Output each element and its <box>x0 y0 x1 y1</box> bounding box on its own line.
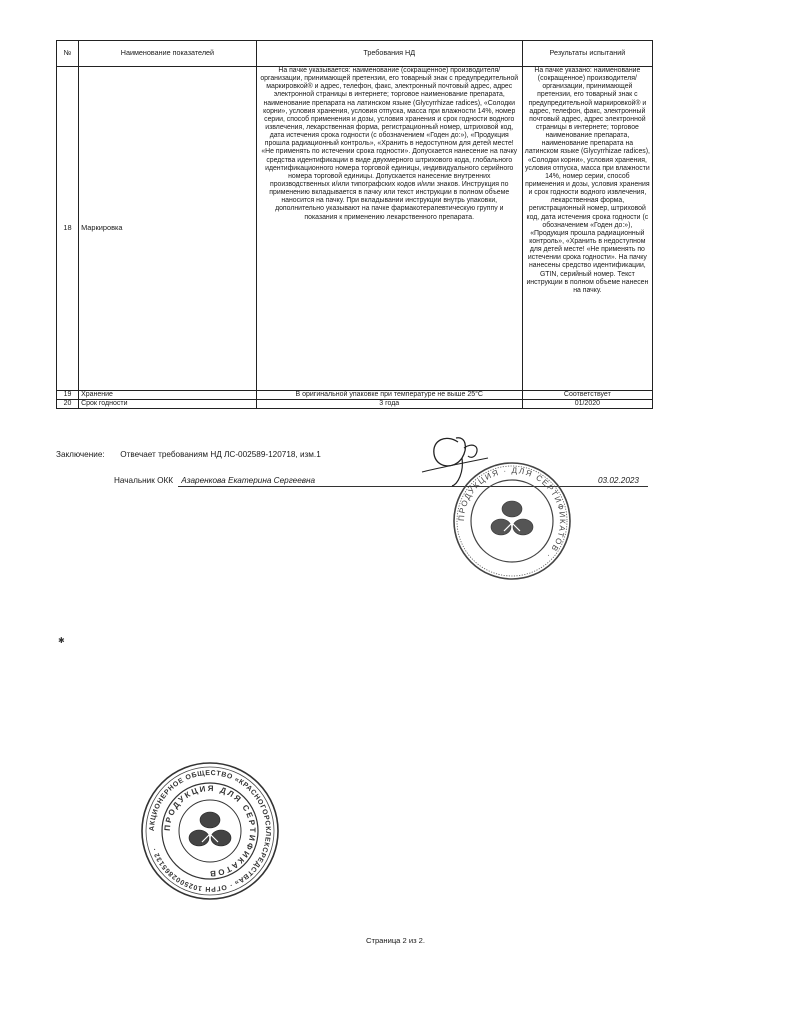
row-requirement: На пачке указывается: наименование (сокращенное) производителя/организации, принимающей претензии, его товарный знак с предупредительной маркировкой® и адрес, телефон, факс, электронный почтовый адрес, адрес электронной страницы в интернете; торговое наименование препарата, наименование препарата на латинском языке (Glycyrrhizae radices), «Солодки корни», условия хранения, условия отпуска, масса при влажности 14%, номер серии, способ применения и дозы, условия хранения и срок годности водного извлечения, лекарственная форма, регистрационный номер, штриховой код, дата истечения срока годности (с обозначением «Годен до:»), «Продукция прошла радиационный контроль», «Хранить в недоступном для детей месте! «Не применять по истечении срока годности». Допускается нанесение на пачку средства идентификации в виде двухмерного штрихового кода, глобального идентификационного номера торговой единицы, индивидуального серийного номера торговой единицы. Допускается нанесение внутренних производственных и/или типографских кодов и/или знаков. Инструкция по применению вкладывается в пачку или текст инструкции в полном объеме наносится на пачку. При вкладывании инструкции внутрь упаковки, дополнительно указывают на пачке фармакотерапевтическую группу и показания к применению лекарственного препарата. <box>256 67 522 391</box>
stamp-small-ring-text: ПРОДУКЦИЯ · ДЛЯ СЕРТИФИКАТОВ · <box>456 465 568 561</box>
row-result: На пачке указано: наименование (сокращенное) производителя/организации, принимающей претензии, его товарный знак с предупредительной маркировкой® и адрес, телефон, факс, электронный почтовый адрес, адрес электронной страницы в интернете; торговое наименование препарата, наименование препарата на латинском языке (Glycyrrhizae radices), «Солодки корни», условия хранения, условия отпуска, масса при влажности 14%, номер серии, способ применения и дозы, условия хранения и срок годности водного извлечения, лекарственная форма, регистрационный номер, штриховой код, дата истечения срока годности (с обозначением «Годен до:»), «Продукция прошла радиационный контроль», «Хранить в недоступном для детей месте! «Не применять по истечении срока годности». На пачку нанесены средство идентификации, GTIN, серийный номер. Текст инструкции в полном объеме нанесен на пачку. <box>522 67 652 391</box>
company-stamp-small <box>452 460 572 582</box>
conclusion <box>56 450 321 459</box>
table-row <box>57 67 653 391</box>
signer-line <box>114 476 315 485</box>
signature-date: 03.02.2023 <box>598 476 639 485</box>
header-results: Результаты испытаний <box>522 41 652 67</box>
signature-underline <box>178 486 648 487</box>
signer-title: Начальник ОКК <box>114 476 174 485</box>
row-name: Срок годности <box>79 400 257 409</box>
results-table <box>56 40 653 409</box>
stamp-large-inner-text: ПРОДУКЦИЯ ДЛЯ СЕРТИФИКАТОВ <box>162 783 258 879</box>
header-requirements: Требования НД <box>256 41 522 67</box>
table-row <box>57 391 653 400</box>
conclusion-text: Отвечает требованиям НД ЛС-002589-120718, изм.1 <box>120 450 321 459</box>
row-num: 20 <box>57 400 79 409</box>
header-num: № <box>57 41 79 67</box>
page-number: Страница 2 из 2. <box>365 936 426 945</box>
row-requirement: 3 года <box>256 400 522 409</box>
row-num: 18 <box>57 67 79 391</box>
company-stamp-large <box>140 760 280 902</box>
row-name: Хранение <box>79 391 257 400</box>
table-row <box>57 400 653 409</box>
header-name: Наименование показателей <box>79 41 257 67</box>
row-result: 01/2020 <box>522 400 652 409</box>
conclusion-label: Заключение: <box>56 450 105 459</box>
stamp-large-ring-text: АКЦИОНЕРНОЕ ОБЩЕСТВО «КРАСНОГОРСКЛЕКСРЕДСТВА» · ОГРН 1025002865132 · <box>148 769 272 893</box>
row-num: 19 <box>57 391 79 400</box>
row-result: Соответствует <box>522 391 652 400</box>
signer-name: Азаренкова Екатерина Сергеевна <box>181 476 316 485</box>
row-requirement: В оригинальной упаковке при температуре не выше 25°С <box>256 391 522 400</box>
row-name: Маркировка <box>79 67 257 391</box>
scan-mark: ✱ <box>58 636 65 645</box>
table-header-row <box>57 41 653 67</box>
